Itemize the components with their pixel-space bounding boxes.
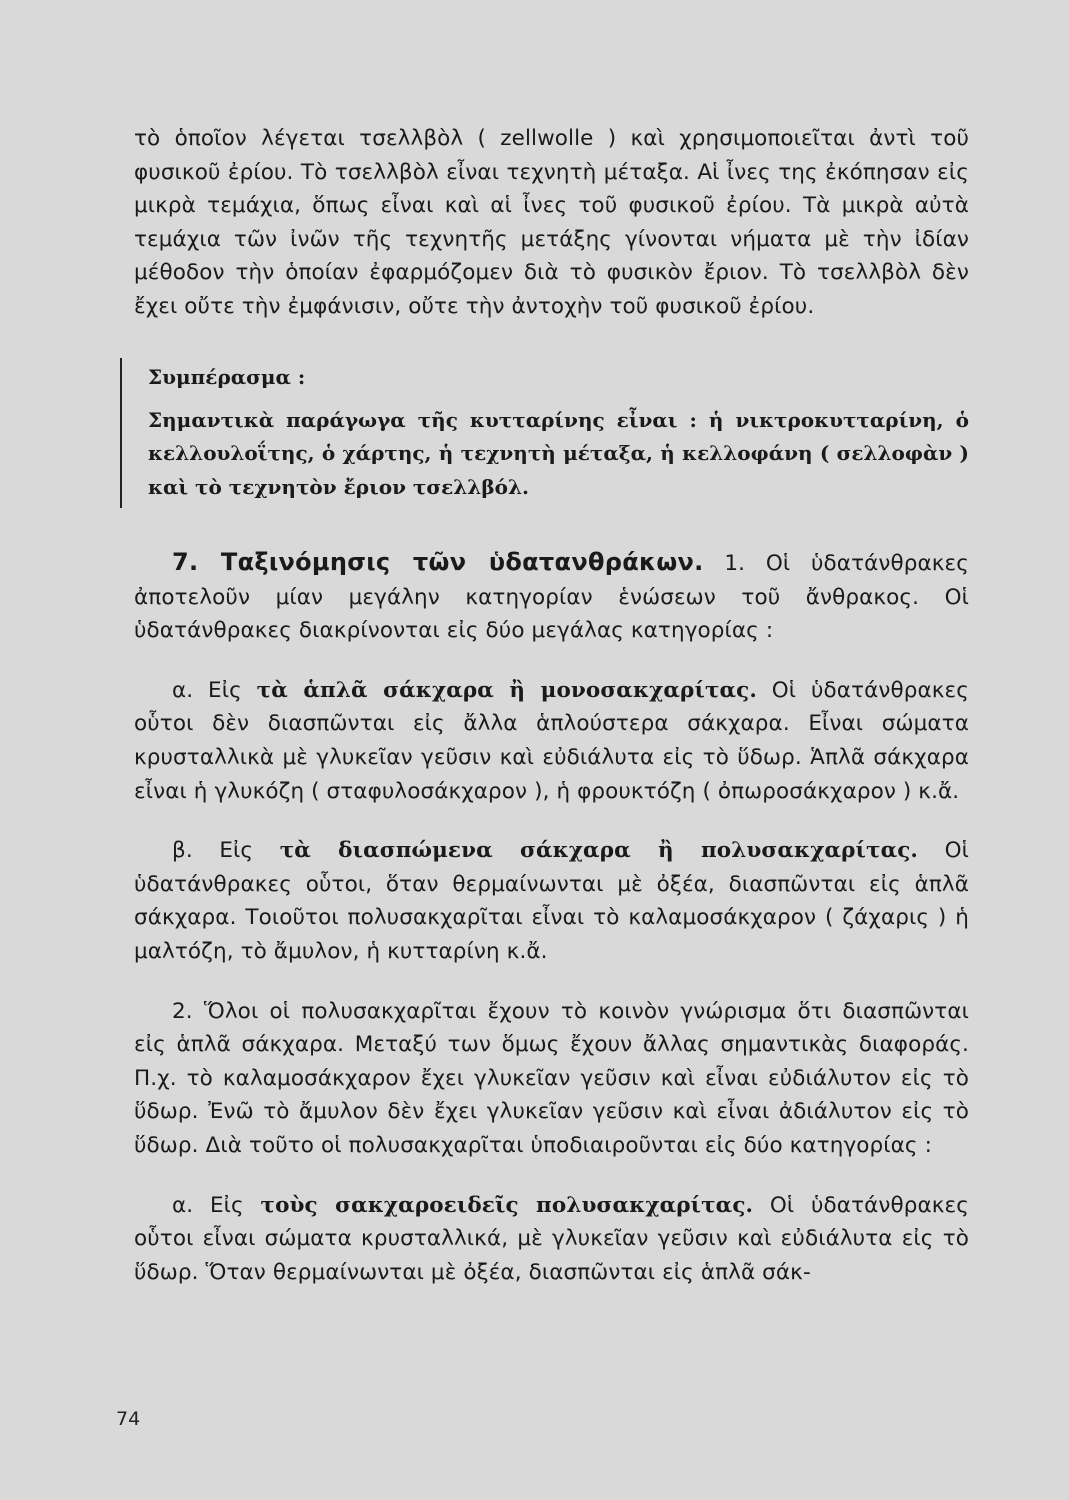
item-2a-text: Οἱ ὑδατάνθρακες οὗτοι εἶναι σώματα κρυσταλλικά, μὲ γλυκεῖαν γεῦσιν καὶ εὐδιάλυτα εἰς τὸ ὕδωρ. Ὅταν θερμαίνωνται μὲ ὀξέα, διασπῶνται εἰς ἁπλᾶ σάκ- [134, 1192, 969, 1285]
summary-title: Συμπέρασμα : [148, 364, 306, 389]
item-a-lead: α. Εἰς [172, 677, 257, 703]
page-number: 74 [116, 1408, 141, 1430]
item-2a-paragraph [134, 1189, 969, 1290]
item-a-paragraph [134, 674, 969, 808]
item-a-text: Οἱ ὑδατάνθρακες οὗτοι δὲν διασπῶνται εἰς ἄλλα ἁπλούστερα σάκχαρα. Εἶναι σώματα κρυσταλλικὰ μὲ γλυκεῖαν γεῦσιν καὶ εὐδιάλυτα εἰς τὸ ὕδωρ. Ἁπλᾶ σάκχαρα εἶναι ἡ γλυκόζη ( σταφυλοσάκχαρον ), ἡ φρουκτόζη ( ὀπωροσάκχαρον ) κ.ἄ. [134, 677, 969, 804]
intro-paragraph: τὸ ὁποῖον λέγεται τσελλβὸλ ( zellwolle ) καὶ χρησιμοποιεῖται ἀντὶ τοῦ φυσικοῦ ἐρίου. Τὸ τσελλβὸλ εἶναι τεχνητὴ μέταξα. Αἱ ἶνες της ἐκόπησαν εἰς μικρὰ τεμάχια, ὅπως εἶναι καὶ αἱ ἶνες τοῦ φυσικοῦ ἐρίου. Τὰ μικρὰ αὐτὰ τεμάχια τῶν ἰνῶν τῆς τεχνητῆς μετάξης γίνονται νήματα μὲ τὴν ἰδίαν μέθοδον τὴν ὁποίαν ἐφαρμόζομεν διὰ τὸ φυσικὸν ἔριον. Τὸ τσελλβὸλ δὲν ἔχει οὔτε τὴν ἐμφάνισιν, οὔτε τὴν ἀντοχὴν τοῦ φυσικοῦ ἐρίου. [134, 126, 969, 319]
section-heading: 7. Ταξινόμησις τῶν ὑδατανθράκων. [172, 548, 704, 577]
item-b-paragraph [134, 834, 969, 968]
item-b-lead: β. Εἰς [172, 838, 280, 864]
item-2a-bold: τοὺς σακχαροειδεῖς πολυσακχαρίτας. [260, 1192, 754, 1218]
item-2a-lead: α. Εἰς [172, 1192, 261, 1218]
point-2-paragraph: 2. Ὅλοι οἱ πολυσακχαρῖται ἔχουν τὸ κοινὸν γνώρισμα ὅτι διασπῶνται εἰς ἁπλᾶ σάκχαρα. Μεταξύ των ὅμως ἔχουν ἄλλας σημαντικὰς διαφοράς. Π.χ. τὸ καλαμοσάκχαρον ἔχει γλυκεῖαν γεῦσιν καὶ εἶναι εὐδιάλυτον εἰς τὸ ὕδωρ. Ἐνῶ τὸ ἄμυλον δὲν ἔχει γλυκεῖαν γεῦσιν καὶ εἶναι ἀδιάλυτον εἰς τὸ ὕδωρ. Διὰ τοῦτο οἱ πολυσακχαρῖται ὑποδιαιροῦνται εἰς δύο κατηγορίας : [134, 998, 969, 1158]
item-b-bold: τὰ διασπώμενα σάκχαρα ἢ πολυσακχαρίτας. [279, 838, 918, 864]
item-b-text: Οἱ ὑδατάνθρακες οὗτοι, ὅταν θερμαίνωνται μὲ ὀξέα, διασπῶνται εἰς ἁπλᾶ σάκχαρα. Τοιοῦτοι πολυσακχαρῖται εἶναι τὸ καλαμοσάκχαρον ( ζάχαρις ) ἡ μαλτόζη, τὸ ἄμυλον, ἡ κυτταρίνη κ.ἄ. [134, 838, 969, 964]
item-a-bold: τὰ ἁπλᾶ σάκχαρα ἢ μονοσακχαρίτας. [256, 677, 757, 703]
section-intro-text: 1. Οἱ ὑδατάνθρακες ἀποτελοῦν μίαν μεγάλην κατηγορίαν ἑνώσεων τοῦ ἄνθρακος. Οἱ ὑδατάνθρακες διακρίνονται εἰς δύο μεγάλας κατηγορίας : [134, 551, 969, 644]
page-content [134, 122, 969, 1289]
summary-box [120, 358, 969, 509]
summary-body: Σημαντικὰ παράγωγα τῆς κυτταρίνης εἶναι : ἡ νικτροκυτταρίνη, ὁ κελλουλοΐτης, ὁ χάρτης, ἡ τεχνητὴ μέταξα, ἡ κελλοφάνη ( σελλοφὰν ) καὶ τὸ τεχνητὸν ἔριον τσελλβόλ. [148, 407, 969, 499]
section-intro-paragraph [134, 546, 969, 648]
